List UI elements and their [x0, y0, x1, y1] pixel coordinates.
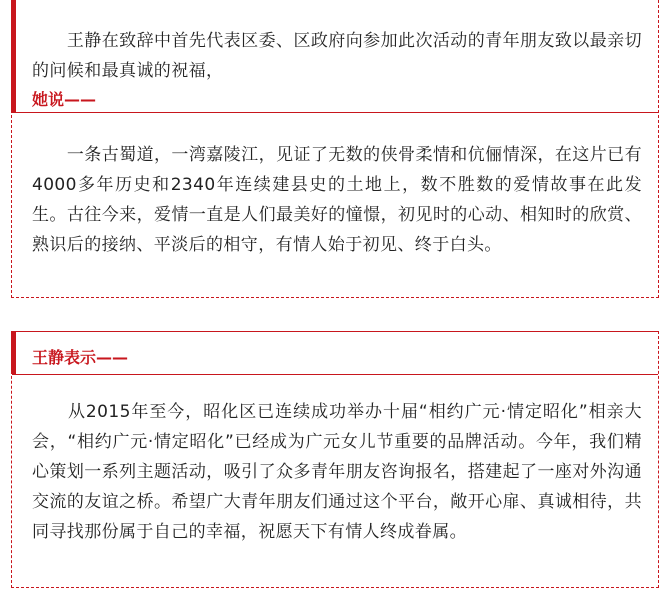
section-heading-she-said: 她说——	[32, 90, 97, 109]
speech-block-2	[11, 331, 659, 588]
accent-bar	[11, 0, 16, 112]
body-paragraph-2: 从2015年至今，昭化区已连续成功举办十届“相约广元·情定昭化”相亲大会，“相约广元·情定昭化”已经成为广元女儿节重要的品牌活动。今年，我们精心策划一系列主题活动，吸引了众多青年朋友咨询报名，搭建起了一座对外沟通交流的友谊之桥。希望广大青年朋友们通过这个平台，敞开心扉、真诚相待，共同寻找那份属于自己的幸福，祝愿天下有情人终成眷属。	[32, 402, 642, 542]
section-divider	[12, 112, 658, 113]
section-heading-wangjing-said: 王静表示——	[32, 348, 129, 367]
section-divider	[12, 374, 658, 375]
speech-block-1	[11, 0, 659, 298]
accent-bar	[11, 331, 16, 374]
body-paragraph-1: 一条古蜀道，一湾嘉陵江，见证了无数的侠骨柔情和伉俪情深，在这片已有4000多年历史和2340年连续建县史的土地上，数不胜数的爱情故事在此发生。古往今来，爱情一直是人们最美好的憧憬，初见时的心动、相知时的欣赏、熟识后的接纳、平淡后的相守，有情人始于初见、终于白头。	[32, 145, 642, 255]
intro-paragraph: 王静在致辞中首先代表区委、区政府向参加此次活动的青年朋友致以最亲切的问候和最真诚的祝福，	[32, 31, 642, 81]
